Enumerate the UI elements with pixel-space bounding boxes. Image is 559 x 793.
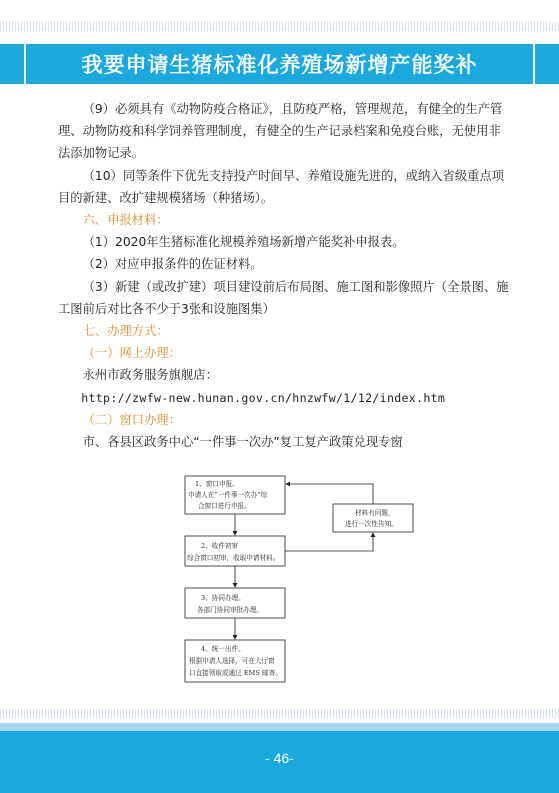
flow-arrow-side-1: [286, 484, 373, 504]
material-item-3: （3）新建（或改扩建）项目建设前后布局图、施工图和影像照片（全景图、施工图前后对比各不少于3张和设施图集）: [58, 279, 509, 316]
document-body: [58, 98, 510, 453]
online-store-label: 永州市政务服务旗舰店：: [82, 368, 218, 383]
page-number: - 46-: [265, 750, 294, 766]
flow-step-4-line2: 口直接领取或通过 EMS 邮寄。: [189, 669, 282, 677]
flow-arrow-2-side: [285, 533, 373, 551]
flow-step-1-line2: 合窗口进行申报。: [198, 502, 251, 510]
window-office-text: 市、各县区政务中心“一件事一次办”复工复产政策兑现专窗: [82, 435, 403, 450]
subheading-window: （二）窗口办理：: [82, 412, 181, 427]
banner-right-tab: [533, 44, 559, 84]
paragraph-condition-10: （10）同等条件下优先支持投产时间早、养殖设施先进的，或纳入省级重点项目的新建、改扩建规模猪场（种猪场）。: [58, 168, 505, 205]
flow-step-2-line1: 综合窗口初审，收取申请材料。: [187, 554, 280, 562]
material-item-2: （2）对应申报条件的佐证材料。: [82, 257, 263, 272]
flow-step-4-title: 4、统一出件。: [201, 645, 245, 653]
footer: [0, 709, 559, 793]
process-flowchart: [155, 470, 445, 692]
flow-step-1-line1: 申请人在“一件事一次办”综: [188, 491, 268, 499]
banner-left-tab: [0, 44, 26, 84]
section-heading-materials: 六、申报材料：: [82, 213, 169, 228]
material-item-1: （1）2020年生猪标准化规模养殖场新增产能奖补申报表。: [82, 235, 405, 250]
flow-step-3-line1: 各部门协同审批办理。: [197, 606, 263, 614]
footer-bar: [0, 731, 559, 793]
top-stripe-pattern: [0, 22, 559, 31]
section-heading-methods: 七、办理方式：: [82, 324, 169, 339]
flow-step-2-title: 2、收件初审: [201, 542, 239, 550]
flow-side-line2: 进行一次性告知。: [345, 520, 398, 528]
flow-step-1-title: 1、窗口申报。: [195, 480, 239, 488]
footer-stripe-pattern: [0, 709, 559, 718]
page-title: 我要申请生猪标准化养殖场新增产能奖补: [81, 53, 478, 77]
flow-side-line1: 材料有问题，: [355, 509, 395, 517]
footer-light-bar: [0, 723, 559, 731]
online-url-link[interactable]: http://zwfw-new.hunan.gov.cn/hnzwfw/1/12/index.htm: [81, 390, 446, 405]
subheading-online: （一）网上办理：: [82, 346, 181, 361]
title-banner: [0, 44, 559, 84]
flow-step-3-title: 3、协同办理。: [201, 594, 245, 602]
flow-step-4-line1: 根据申请人选择，可在大厅窗: [189, 657, 275, 665]
paragraph-condition-9: （9）必须具有《动物防疫合格证》，且防疫严格，管理规范，有健全的生产管理、动物防疫和科学饲养管理制度，有健全的生产记录档案和免疫台账，无使用非法添加物记录。: [58, 102, 503, 161]
